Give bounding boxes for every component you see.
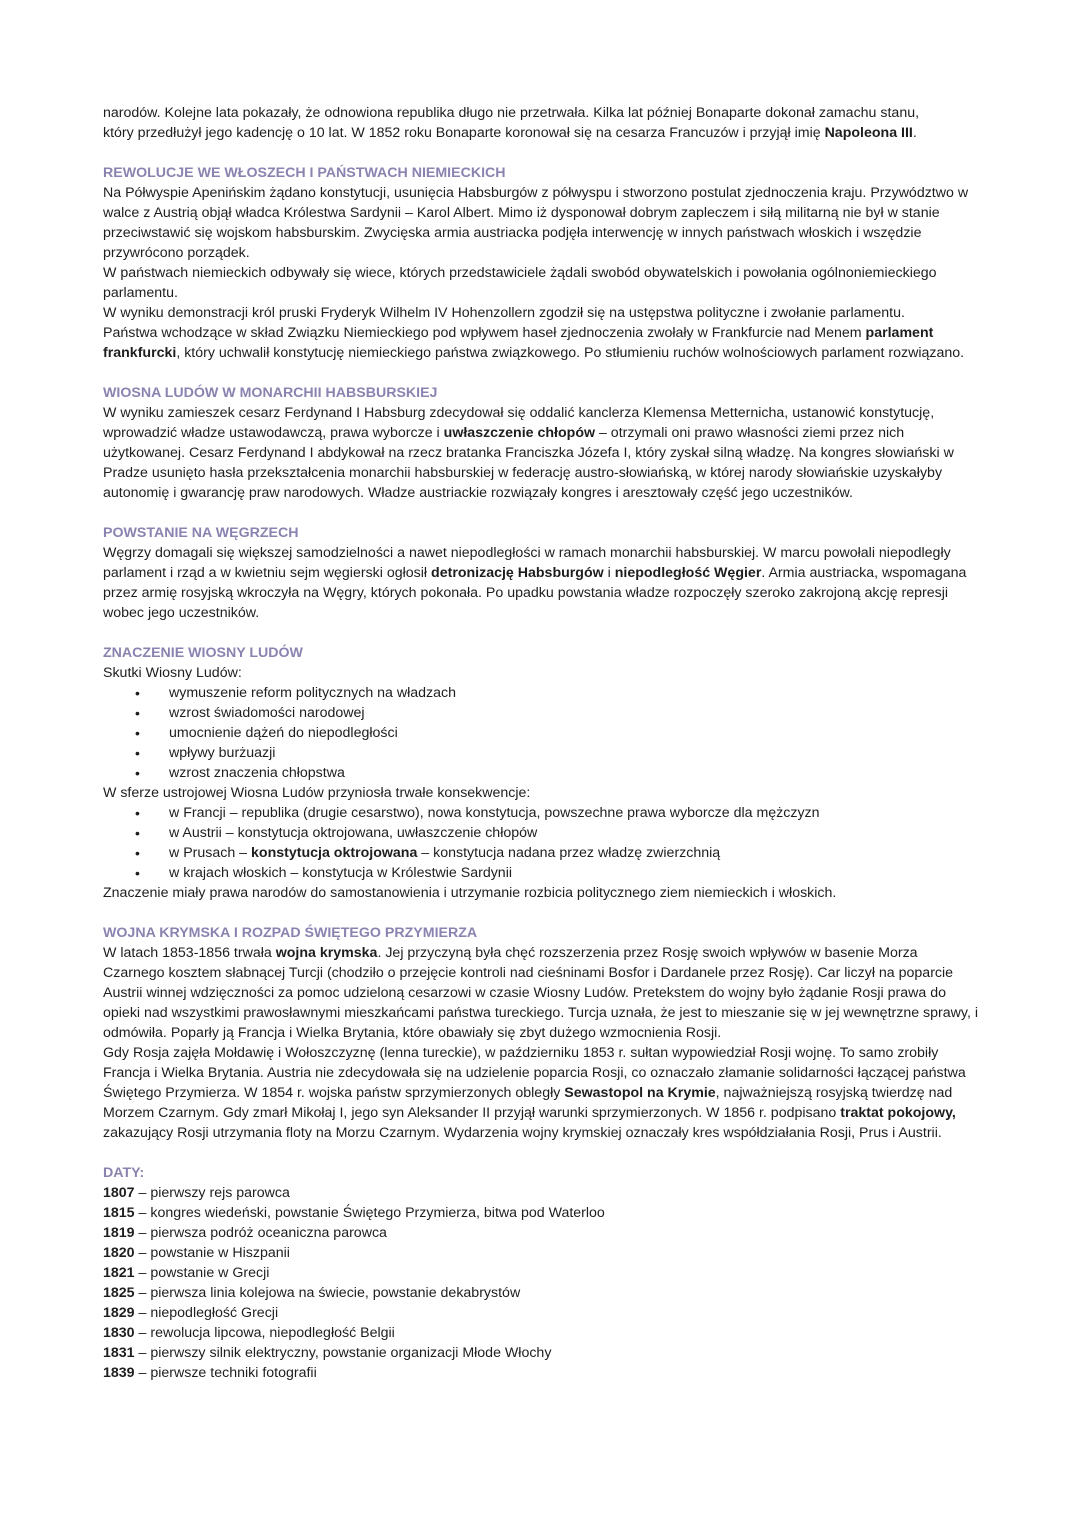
hungary-paragraph: Węgrzy domagali się większej samodzielności a nawet niepodległości w ramach monarchii habsburskiej. W marcu powołali niepodległy parlament i rząd a w kwietniu sejm węgierski ogłosił detronizację Habsburgów i niepodległość Węgier. Armia austriacka, wspomagana przez armię rosyjską wkroczyła na Węgry, których pokonała. Po upadku powstania władze rozpoczęły szeroko zakrojoną akcję represji wobec jego uczestników.: [103, 545, 967, 621]
bullet-icon: •: [135, 865, 140, 881]
date-row: 1831 – pierwszy silnik elektryczny, powstanie organizacji Młode Włochy: [103, 1345, 552, 1361]
habsburg-paragraph: W wyniku zamieszek cesarz Ferdynand I Habsburg zdecydował się oddalić kanclerza Klemensa Metternicha, ustanowić konstytucję, wprowadzić władze ustawodawczą, prawa wyborcze i uwłaszczenie chłopów – otrzymali oni prawo własności ziemi przez nich użytkowanej. Cesarz Ferdynand I abdykował na rzecz bratanka Franciszka Józefa I, który zyskał silną władzę. Na kongres słowiański w Pradze usunięto hasła przekształcenia monarchii habsburskiej w federację austro-słowiańską, w której narody słowiańskie uzyskałyby autonomię i gwarancję praw narodowych. Władze austriackie rozwiązały kongres i aresztowały część jego uczestników.: [103, 405, 954, 501]
section-heading-habsburg: WIOSNA LUDÓW W MONARCHII HABSBURSKIEJ: [103, 385, 438, 401]
date-row: 1825 – pierwsza linia kolejowa na świecie, powstanie dekabrystów: [103, 1285, 521, 1301]
effects-list: [103, 683, 983, 783]
section-heading-italy: REWOLUCJE WE WŁOSZECH I PAŃSTWACH NIEMIECKICH: [103, 165, 506, 181]
section-heading-crimea: WOJNA KRYMSKA I ROZPAD ŚWIĘTEGO PRZYMIERZA: [103, 925, 478, 941]
italy-paragraph-4: Państwa wchodzące w skład Związku Niemieckiego pod wpływem haseł zjednoczenia zwołały w Frankfurcie nad Menem parlament frankfurcki, który uchwalił konstytucję niemieckiego państwa związkowego. Po stłumieniu ruchów wolnościowych parlament rozwiązano.: [103, 325, 965, 361]
date-row: 1821 – powstanie w Grecji: [103, 1265, 270, 1281]
bullet-icon: •: [135, 845, 140, 861]
list-item: • wzrost znaczenia chłopstwa: [135, 765, 345, 781]
section-heading-significance: ZNACZENIE WIOSNY LUDÓW: [103, 645, 303, 661]
bullet-icon: •: [135, 765, 140, 781]
date-row: 1819 – pierwsza podróż oceaniczna parowca: [103, 1225, 387, 1241]
bold-napoleon: Napoleona III: [824, 125, 913, 141]
date-row: 1830 – rewolucja lipcowa, niepodległość Belgii: [103, 1325, 395, 1341]
list-item: • umocnienie dążeń do niepodległości: [135, 725, 398, 741]
bullet-icon: •: [135, 685, 140, 701]
list-item: • w krajach włoskich – konstytucja w Królestwie Sardynii: [135, 865, 512, 881]
significance-intro: Skutki Wiosny Ludów:: [103, 665, 242, 681]
document-page: [103, 103, 983, 1383]
bullet-icon: •: [135, 725, 140, 741]
crimea-paragraph-2: Gdy Rosja zajęła Mołdawię i Wołoszczyznę (lenna tureckie), w październiku 1853 r. sułtan wypowiedział Rosji wojnę. To samo zrobiły Francja i Wielka Brytania. Austria nie zdecydowała się na udzielenie poparcia Rosji, co oznaczało złamanie solidarności łączącej państwa Świętego Przymierza. W 1854 r. wojska państw sprzymierzonych obległy Sewastopol na Krymie, najważniejszą rosyjską twierdzę nad Morzem Czarnym. Gdy zmarł Mikołaj I, jego syn Aleksander II przyjął warunki sprzymierzonych. W 1856 r. podpisano traktat pokojowy, zakazujący Rosji utrzymania floty na Morzu Czarnym. Wydarzenia wojny krymskiej oznaczały kres współdziałania Rosji, Prus i Austrii.: [103, 1045, 966, 1141]
date-row: 1815 – kongres wiedeński, powstanie Świętego Przymierza, bitwa pod Waterloo: [103, 1205, 605, 1221]
date-row: 1839 – pierwsze techniki fotografii: [103, 1365, 317, 1381]
dates-list: [103, 1183, 983, 1383]
date-row: 1829 – niepodległość Grecji: [103, 1305, 279, 1321]
italy-paragraph-3: W wyniku demonstracji król pruski Fryderyk Wilhelm IV Hohenzollern zgodził się na ustępstwa polityczne i zwołanie parlamentu.: [103, 305, 905, 321]
significance-intro-2: W sferze ustrojowej Wiosna Ludów przyniosła trwałe konsekwencje:: [103, 785, 531, 801]
list-item: • w Prusach – konstytucja oktrojowana – konstytucja nadana przez władzę zwierzchnią: [135, 845, 721, 861]
intro-paragraph: narodów. Kolejne lata pokazały, że odnowiona republika długo nie przetrwała. Kilka lat później Bonaparte dokonał zamachu stanu, który przedłużył jego kadencję o 10 lat. W 1852 roku Bonaparte koronował się na cesarza Francuzów i przyjął imię Napoleona III.: [103, 105, 920, 141]
bullet-icon: •: [135, 825, 140, 841]
list-item: • w Austrii – konstytucja oktrojowana, uwłaszczenie chłopów: [135, 825, 538, 841]
list-item: • wpływy burżuazji: [135, 745, 276, 761]
significance-outro: Znaczenie miały prawa narodów do samostanowienia i utrzymanie rozbicia politycznego ziem niemieckich i włoskich.: [103, 885, 837, 901]
italy-paragraph-2: W państwach niemieckich odbywały się wiece, których przedstawiciele żądali swobód obywatelskich i powołania ogólnoniemieckiego parlamentu.: [103, 265, 937, 301]
list-item: • wzrost świadomości narodowej: [135, 705, 365, 721]
date-row: 1807 – pierwszy rejs parowca: [103, 1185, 290, 1201]
bullet-icon: •: [135, 805, 140, 821]
bullet-icon: •: [135, 705, 140, 721]
date-row: 1820 – powstanie w Hiszpanii: [103, 1245, 290, 1261]
section-heading-hungary: POWSTANIE NA WĘGRZECH: [103, 525, 299, 541]
crimea-paragraph-1: W latach 1853-1856 trwała wojna krymska. Jej przyczyną była chęć rozszerzenia przez Rosję swoich wpływów w basenie Morza Czarnego kosztem słabnącej Turcji (chodziło o przejęcie kontroli nad cieśninami Bosfor i Dardanele przez Rosję). Car liczył na poparcie Austrii winnej wdzięczności za pomoc udzieloną cesarzowi w czasie Wiosny Ludów. Pretekstem do wojny było żądanie Rosji prawa do opieki nad wszystkimi prawosławnymi mieszkańcami państwa tureckiego. Turcja uznała, że jest to mieszanie się w jej wewnętrzne sprawy, i odmówiła. Poparły ją Francja i Wielka Brytania, które obawiały się zbyt dużego wzmocnienia Rosji.: [103, 945, 978, 1041]
section-heading-dates: DATY:: [103, 1165, 145, 1181]
list-item: • w Francji – republika (drugie cesarstwo), nowa konstytucja, powszechne prawa wyborcze dla mężczyzn: [135, 805, 820, 821]
consequences-list: [103, 803, 983, 883]
bullet-icon: •: [135, 745, 140, 761]
list-item: • wymuszenie reform politycznych na władzach: [135, 685, 457, 701]
italy-paragraph-1: Na Półwyspie Apenińskim żądano konstytucji, usunięcia Habsburgów z półwyspu i stworzono postulat zjednoczenia kraju. Przywództwo w walce z Austrią objął władca Królestwa Sardynii – Karol Albert. Mimo iż dysponował dobrym zapleczem i siłą militarną nie był w stanie przeciwstawić się wojskom habsburskim. Zwycięska armia austriacka podjęła interwencję w innych państwach włoskich i wszędzie przywrócono porządek.: [103, 185, 969, 261]
